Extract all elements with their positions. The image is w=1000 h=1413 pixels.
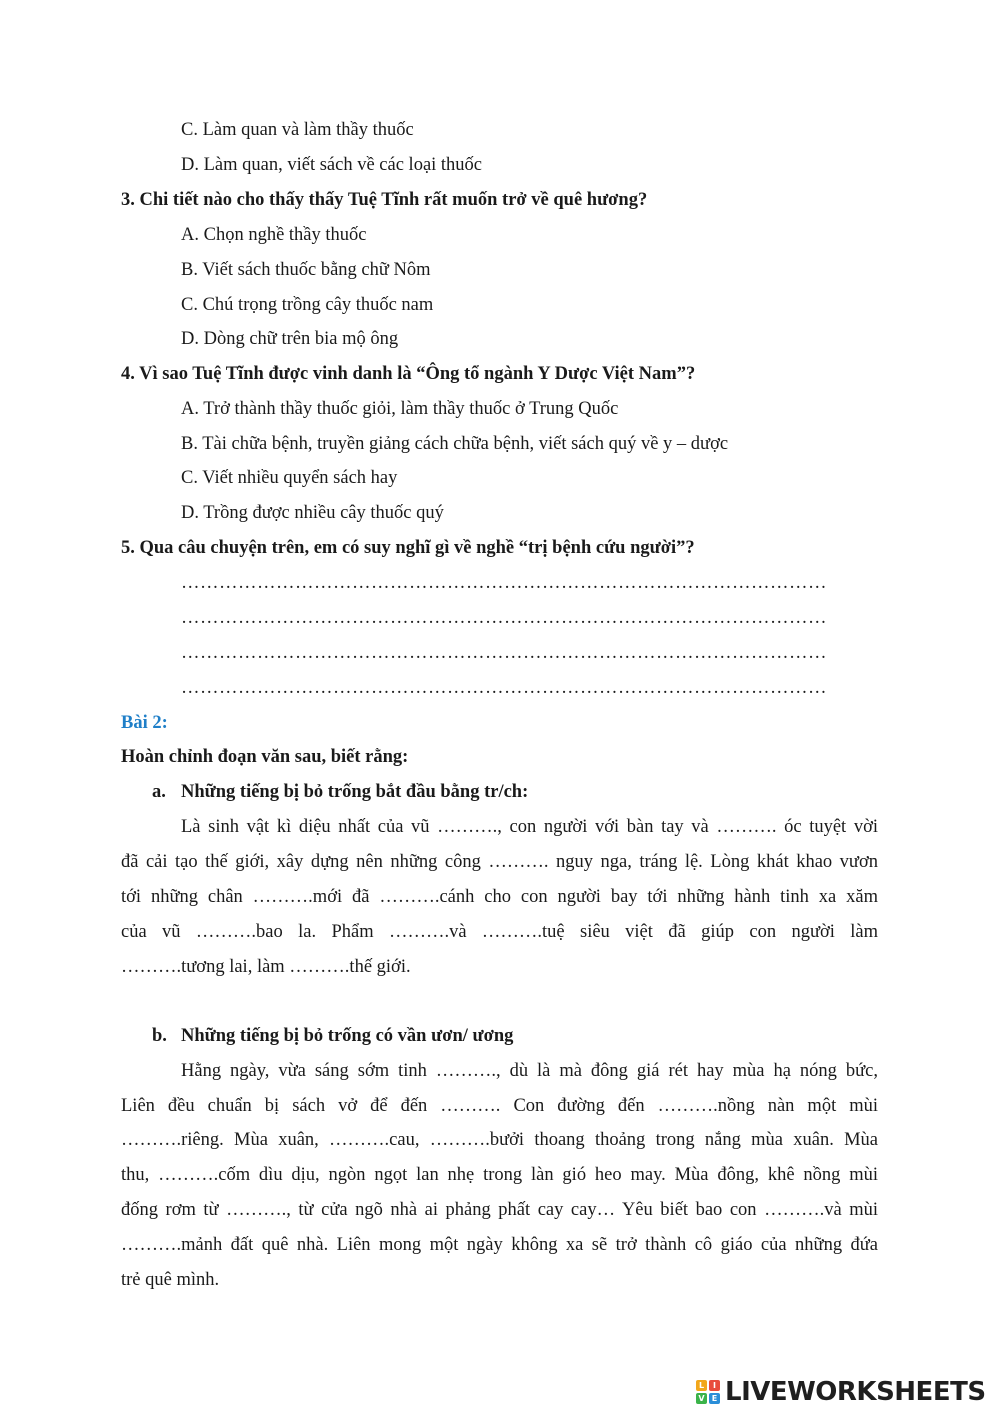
q4-option-c[interactable]: C. Viết nhiều quyển sách hay: [181, 468, 398, 488]
paragraph-a-line: ……….tương lai, làm ……….thế giới.: [121, 957, 411, 977]
q3-option-d[interactable]: D. Dòng chữ trên bia mộ ông: [181, 329, 399, 349]
logo-tile-v: V: [696, 1393, 707, 1404]
part-a-label: a.: [152, 782, 166, 802]
part-b-heading: [152, 1026, 513, 1047]
paragraph-b-line: đống rơm từ ………., từ cửa ngõ nhà ai phảng phất cay cay… Yêu biết bao con ……….và mùi: [121, 1200, 878, 1220]
answer-line[interactable]: …………………………………………………………………………………………: [181, 608, 827, 628]
question-3: 3. Chi tiết nào cho thấy thấy Tuệ Tĩnh rất muốn trở về quê hương?: [121, 190, 648, 210]
answer-line[interactable]: …………………………………………………………………………………………: [181, 678, 827, 698]
paragraph-a-line: tới những chân ……….mới đã ……….cánh cho con người bay tới những hành tinh xa xăm: [121, 887, 878, 907]
q4-option-a[interactable]: A. Trở thành thầy thuốc giỏi, làm thầy thuốc ở Trung Quốc: [181, 399, 619, 419]
liveworksheets-logo-text: LIVEWORKSHEETS: [725, 1377, 986, 1407]
paragraph-a-line: Là sinh vật kì diệu nhất của vũ ………., con người với bàn tay và ………. óc tuyệt vời: [181, 817, 878, 837]
paragraph-b-line: thu, ……….cốm dìu dịu, ngòn ngọt lan nhẹ trong làn gió heo may. Mùa đông, khê nồng mùi: [121, 1165, 878, 1185]
q3-option-b[interactable]: B. Viết sách thuốc bằng chữ Nôm: [181, 260, 431, 280]
paragraph-b-line: ……….riêng. Mùa xuân, ……….cau, ……….bưởi thoang thoảng trong nắng mùa xuân. Mùa: [121, 1130, 878, 1150]
q4-option-d[interactable]: D. Trồng được nhiều cây thuốc quý: [181, 503, 444, 523]
q3-option-a[interactable]: A. Chọn nghề thầy thuốc: [181, 225, 367, 245]
part-b-heading-text: Những tiếng bị bỏ trống có vần ươn/ ương: [181, 1026, 514, 1046]
paragraph-b-line: ……….mảnh đất quê nhà. Liên mong một ngày không xa sẽ trở thành cô giáo của những đứa: [121, 1235, 878, 1255]
liveworksheets-logo-icon: [696, 1380, 720, 1404]
answer-line[interactable]: …………………………………………………………………………………………: [181, 643, 827, 663]
paragraph-a-line: đã cải tạo thế giới, xây dựng nên những công ………. nguy nga, tráng lệ. Lòng khát khao vươn: [121, 852, 878, 872]
logo-tile-e: E: [709, 1393, 720, 1404]
option-d: D. Làm quan, viết sách về các loại thuốc: [181, 155, 483, 175]
q3-option-c[interactable]: C. Chú trọng trồng cây thuốc nam: [181, 295, 434, 315]
logo-tile-i: I: [709, 1380, 720, 1391]
part-a-heading-text: Những tiếng bị bỏ trống bắt đầu bằng tr/ch:: [181, 782, 529, 802]
question-4: 4. Vì sao Tuệ Tĩnh được vinh danh là “Ông tổ ngành Y Dược Việt Nam”?: [121, 364, 696, 384]
option-c: C. Làm quan và làm thầy thuốc: [181, 120, 414, 140]
paragraph-a-line: của vũ ……….bao la. Phẩm ……….và ……….tuệ siêu việt đã giúp con người làm: [121, 922, 878, 942]
liveworksheets-logo: [696, 1378, 986, 1406]
exercise-2-instruction: Hoàn chỉnh đoạn văn sau, biết rằng:: [121, 747, 409, 767]
part-b-label: b.: [152, 1026, 167, 1046]
part-a-heading: [152, 782, 528, 803]
question-5: 5. Qua câu chuyện trên, em có suy nghĩ gì về nghề “trị bệnh cứu người”?: [121, 538, 695, 558]
exercise-2-title: Bài 2:: [121, 713, 168, 733]
paragraph-b-line: Hằng ngày, vừa sáng sớm tinh ………., dù là mà đông giá rét hay mùa hạ nóng bức,: [181, 1061, 878, 1081]
answer-line[interactable]: …………………………………………………………………………………………: [181, 573, 827, 593]
q4-option-b[interactable]: B. Tài chữa bệnh, truyền giảng cách chữa bệnh, viết sách quý về y – dược: [181, 434, 729, 454]
paragraph-b-line: Liên đều chuẩn bị sách vở để đến ………. Con đường đến ……….nồng nàn một mùi: [121, 1096, 878, 1116]
paragraph-b-line: trẻ quê mình.: [121, 1270, 220, 1290]
logo-tile-l: L: [696, 1380, 707, 1391]
